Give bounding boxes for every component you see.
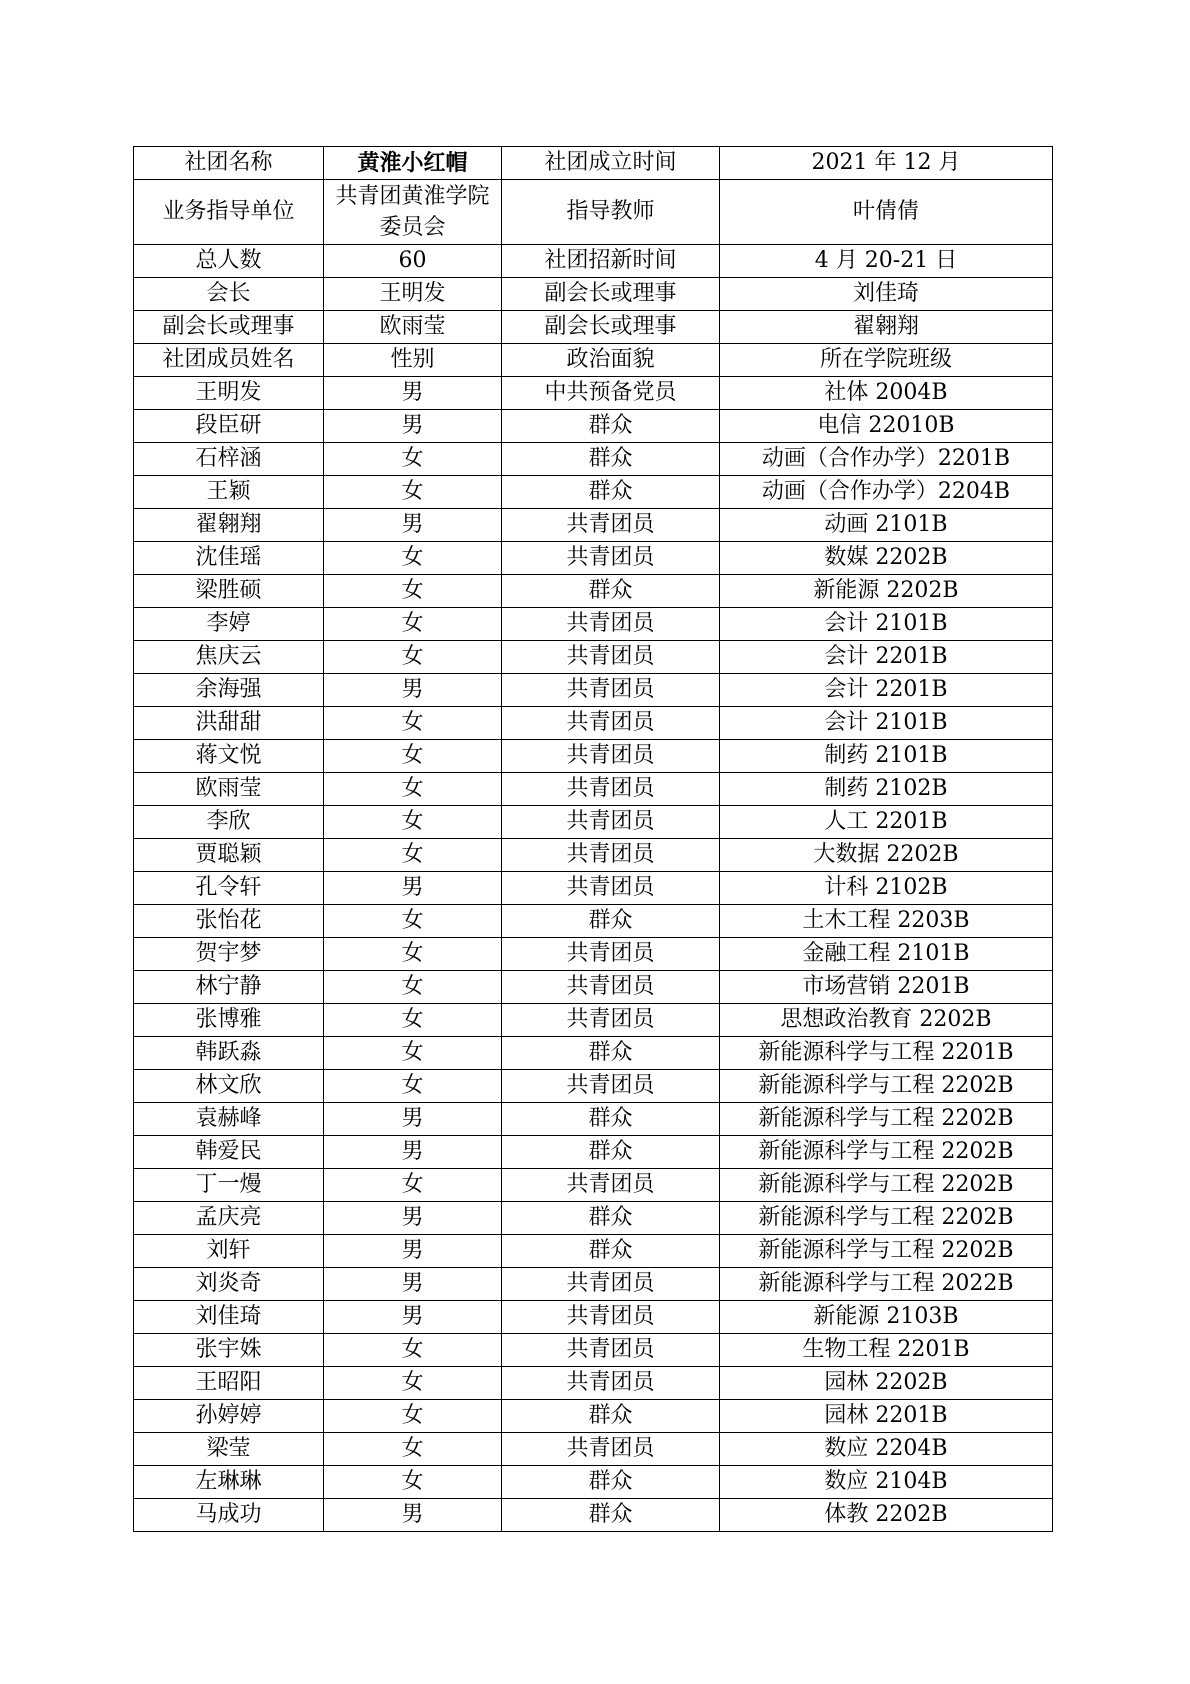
- info-row: [134, 180, 1053, 245]
- member-political-status-cell: 共青团员: [502, 1367, 720, 1400]
- member-college-class-cell: 社体 2004B: [720, 377, 1053, 410]
- member-gender-cell: 男: [324, 1202, 502, 1235]
- member-gender-cell: 女: [324, 806, 502, 839]
- member-gender-cell: 男: [324, 674, 502, 707]
- table-row: [134, 839, 1053, 872]
- member-gender-cell: 男: [324, 377, 502, 410]
- member-political-status-cell: 共青团员: [502, 509, 720, 542]
- info-row-cell-2: 共青团黄淮学院委员会: [324, 180, 502, 245]
- member-name-cell: 洪甜甜: [134, 707, 324, 740]
- member-college-class-cell: 新能源科学与工程 2202B: [720, 1202, 1053, 1235]
- member-political-status-cell: 群众: [502, 1136, 720, 1169]
- member-college-class-cell: 新能源 2202B: [720, 575, 1053, 608]
- table-row: [134, 1334, 1053, 1367]
- member-gender-cell: 女: [324, 740, 502, 773]
- member-gender-cell: 女: [324, 773, 502, 806]
- member-political-status-cell: 群众: [502, 476, 720, 509]
- member-college-class-cell: 大数据 2202B: [720, 839, 1053, 872]
- member-political-status-cell: 共青团员: [502, 1433, 720, 1466]
- info-row-cell-4: 2021 年 12 月: [720, 147, 1053, 180]
- member-name-cell: 左琳琳: [134, 1466, 324, 1499]
- member-name-cell: 余海强: [134, 674, 324, 707]
- member-gender-cell: 女: [324, 641, 502, 674]
- info-row-cell-3: 指导教师: [502, 180, 720, 245]
- member-political-status-cell: 群众: [502, 905, 720, 938]
- member-gender-cell: 男: [324, 1301, 502, 1334]
- member-political-status-cell: 共青团员: [502, 674, 720, 707]
- table-row: [134, 938, 1053, 971]
- member-name-cell: 翟翱翔: [134, 509, 324, 542]
- member-name-cell: 梁莹: [134, 1433, 324, 1466]
- table-row: [134, 509, 1053, 542]
- member-college-class-cell: 新能源科学与工程 2202B: [720, 1070, 1053, 1103]
- table-row: [134, 674, 1053, 707]
- member-political-status-cell: 共青团员: [502, 1268, 720, 1301]
- member-name-cell: 段臣研: [134, 410, 324, 443]
- member-gender-cell: 女: [324, 707, 502, 740]
- member-name-cell: 王颖: [134, 476, 324, 509]
- member-college-class-cell: 园林 2201B: [720, 1400, 1053, 1433]
- info-row-cell-4: 叶倩倩: [720, 180, 1053, 245]
- member-name-cell: 林文欣: [134, 1070, 324, 1103]
- member-college-class-cell: 数应 2204B: [720, 1433, 1053, 1466]
- member-gender-cell: 女: [324, 1169, 502, 1202]
- member-name-cell: 焦庆云: [134, 641, 324, 674]
- member-name-cell: 张宇姝: [134, 1334, 324, 1367]
- member-college-class-cell: 新能源科学与工程 2202B: [720, 1103, 1053, 1136]
- member-name-cell: 韩跃淼: [134, 1037, 324, 1070]
- member-name-cell: 孔令轩: [134, 872, 324, 905]
- table-row: [134, 1202, 1053, 1235]
- member-political-status-cell: 群众: [502, 575, 720, 608]
- member-name-cell: 李婷: [134, 608, 324, 641]
- table-row: [134, 641, 1053, 674]
- member-college-class-cell: 市场营销 2201B: [720, 971, 1053, 1004]
- member-political-status-cell: 群众: [502, 1037, 720, 1070]
- member-political-status-cell: 共青团员: [502, 1169, 720, 1202]
- member-gender-cell: 女: [324, 905, 502, 938]
- info-row-cell-3: 社团成立时间: [502, 147, 720, 180]
- member-college-class-cell: 新能源科学与工程 2022B: [720, 1268, 1053, 1301]
- member-political-status-cell: 群众: [502, 1235, 720, 1268]
- info-row-cell-2: 60: [324, 245, 502, 278]
- member-political-status-cell: 群众: [502, 1103, 720, 1136]
- member-college-class-cell: 动画（合作办学）2204B: [720, 476, 1053, 509]
- table-row: [134, 1136, 1053, 1169]
- info-row-cell-1: 会长: [134, 278, 324, 311]
- table-row: [134, 773, 1053, 806]
- member-name-cell: 沈佳瑶: [134, 542, 324, 575]
- table-row: [134, 1367, 1053, 1400]
- member-college-class-cell: 土木工程 2203B: [720, 905, 1053, 938]
- member-college-class-cell: 新能源科学与工程 2202B: [720, 1235, 1053, 1268]
- info-row-cell-2: 王明发: [324, 278, 502, 311]
- member-college-class-cell: 数应 2104B: [720, 1466, 1053, 1499]
- member-gender-cell: 女: [324, 839, 502, 872]
- member-name-cell: 贾聪颖: [134, 839, 324, 872]
- table-row: [134, 1235, 1053, 1268]
- member-name-cell: 林宁静: [134, 971, 324, 1004]
- member-college-class-cell: 数媒 2202B: [720, 542, 1053, 575]
- member-political-status-cell: 共青团员: [502, 773, 720, 806]
- member-political-status-cell: 中共预备党员: [502, 377, 720, 410]
- table-row: [134, 1070, 1053, 1103]
- member-gender-cell: 男: [324, 1499, 502, 1532]
- table-row: [134, 410, 1053, 443]
- member-name-cell: 石梓涵: [134, 443, 324, 476]
- info-row-cell-3: 副会长或理事: [502, 278, 720, 311]
- member-political-status-cell: 群众: [502, 410, 720, 443]
- member-college-class-cell: 园林 2202B: [720, 1367, 1053, 1400]
- member-header-row-cell-4: 所在学院班级: [720, 344, 1053, 377]
- member-name-cell: 蒋文悦: [134, 740, 324, 773]
- member-college-class-cell: 新能源科学与工程 2202B: [720, 1169, 1053, 1202]
- info-row-cell-3: 副会长或理事: [502, 311, 720, 344]
- member-gender-cell: 女: [324, 1004, 502, 1037]
- table-row: [134, 1433, 1053, 1466]
- member-political-status-cell: 共青团员: [502, 1004, 720, 1037]
- member-college-class-cell: 新能源科学与工程 2202B: [720, 1136, 1053, 1169]
- member-gender-cell: 男: [324, 1103, 502, 1136]
- table-row: [134, 476, 1053, 509]
- member-name-cell: 刘炎奇: [134, 1268, 324, 1301]
- member-gender-cell: 女: [324, 1367, 502, 1400]
- member-political-status-cell: 共青团员: [502, 1334, 720, 1367]
- member-gender-cell: 女: [324, 542, 502, 575]
- info-row-cell-3: 社团招新时间: [502, 245, 720, 278]
- table-row: [134, 1169, 1053, 1202]
- member-political-status-cell: 共青团员: [502, 641, 720, 674]
- table-row: [134, 443, 1053, 476]
- member-gender-cell: 女: [324, 971, 502, 1004]
- member-college-class-cell: 会计 2101B: [720, 707, 1053, 740]
- member-college-class-cell: 动画 2101B: [720, 509, 1053, 542]
- info-row: [134, 278, 1053, 311]
- member-college-class-cell: 会计 2201B: [720, 641, 1053, 674]
- member-political-status-cell: 群众: [502, 1499, 720, 1532]
- member-college-class-cell: 新能源 2103B: [720, 1301, 1053, 1334]
- info-row-cell-1: 业务指导单位: [134, 180, 324, 245]
- info-row-cell-4: 刘佳琦: [720, 278, 1053, 311]
- member-gender-cell: 女: [324, 608, 502, 641]
- member-gender-cell: 女: [324, 1070, 502, 1103]
- member-political-status-cell: 群众: [502, 1400, 720, 1433]
- member-political-status-cell: 群众: [502, 443, 720, 476]
- member-name-cell: 张怡花: [134, 905, 324, 938]
- member-name-cell: 张博雅: [134, 1004, 324, 1037]
- table-row: [134, 542, 1053, 575]
- table-row: [134, 1400, 1053, 1433]
- member-gender-cell: 男: [324, 1136, 502, 1169]
- member-header-row: [134, 344, 1053, 377]
- table-row: [134, 1103, 1053, 1136]
- member-roster-table: [133, 146, 1053, 1532]
- member-political-status-cell: 共青团员: [502, 839, 720, 872]
- member-college-class-cell: 动画（合作办学）2201B: [720, 443, 1053, 476]
- member-name-cell: 梁胜硕: [134, 575, 324, 608]
- member-gender-cell: 女: [324, 1466, 502, 1499]
- member-college-class-cell: 计科 2102B: [720, 872, 1053, 905]
- member-college-class-cell: 新能源科学与工程 2201B: [720, 1037, 1053, 1070]
- member-name-cell: 欧雨莹: [134, 773, 324, 806]
- member-header-row-cell-1: 社团成员姓名: [134, 344, 324, 377]
- member-name-cell: 韩爱民: [134, 1136, 324, 1169]
- info-row-cell-1: 社团名称: [134, 147, 324, 180]
- member-political-status-cell: 共青团员: [502, 938, 720, 971]
- info-row: [134, 147, 1053, 180]
- member-political-status-cell: 共青团员: [502, 1301, 720, 1334]
- member-name-cell: 孟庆亮: [134, 1202, 324, 1235]
- table-row: [134, 707, 1053, 740]
- member-gender-cell: 女: [324, 476, 502, 509]
- member-college-class-cell: 制药 2102B: [720, 773, 1053, 806]
- member-name-cell: 马成功: [134, 1499, 324, 1532]
- member-gender-cell: 女: [324, 1400, 502, 1433]
- member-header-row-cell-2: 性别: [324, 344, 502, 377]
- table-row: [134, 575, 1053, 608]
- member-gender-cell: 女: [324, 938, 502, 971]
- info-row-cell-4: 4 月 20-21 日: [720, 245, 1053, 278]
- member-political-status-cell: 群众: [502, 1466, 720, 1499]
- member-political-status-cell: 共青团员: [502, 740, 720, 773]
- info-row-cell-1: 总人数: [134, 245, 324, 278]
- member-political-status-cell: 群众: [502, 1202, 720, 1235]
- info-row-cell-2: 黄淮小红帽: [324, 147, 502, 180]
- member-name-cell: 贺宇梦: [134, 938, 324, 971]
- member-political-status-cell: 共青团员: [502, 608, 720, 641]
- table-row: [134, 1499, 1053, 1532]
- member-gender-cell: 女: [324, 443, 502, 476]
- member-political-status-cell: 共青团员: [502, 1070, 720, 1103]
- table-row: [134, 1268, 1053, 1301]
- member-college-class-cell: 人工 2201B: [720, 806, 1053, 839]
- member-name-cell: 刘轩: [134, 1235, 324, 1268]
- member-gender-cell: 男: [324, 1268, 502, 1301]
- member-name-cell: 王明发: [134, 377, 324, 410]
- member-college-class-cell: 制药 2101B: [720, 740, 1053, 773]
- info-row-cell-2: 欧雨莹: [324, 311, 502, 344]
- member-political-status-cell: 共青团员: [502, 542, 720, 575]
- member-college-class-cell: 体教 2202B: [720, 1499, 1053, 1532]
- member-name-cell: 孙婷婷: [134, 1400, 324, 1433]
- member-gender-cell: 男: [324, 1235, 502, 1268]
- table-row: [134, 971, 1053, 1004]
- member-gender-cell: 女: [324, 575, 502, 608]
- member-name-cell: 丁一熳: [134, 1169, 324, 1202]
- table-body: [134, 147, 1053, 1532]
- member-name-cell: 李欣: [134, 806, 324, 839]
- info-row: [134, 245, 1053, 278]
- member-gender-cell: 女: [324, 1037, 502, 1070]
- member-college-class-cell: 电信 22010B: [720, 410, 1053, 443]
- member-gender-cell: 女: [324, 1433, 502, 1466]
- table-row: [134, 1301, 1053, 1334]
- member-header-row-cell-3: 政治面貌: [502, 344, 720, 377]
- member-college-class-cell: 会计 2201B: [720, 674, 1053, 707]
- member-gender-cell: 女: [324, 1334, 502, 1367]
- table-row: [134, 740, 1053, 773]
- member-name-cell: 刘佳琦: [134, 1301, 324, 1334]
- table-row: [134, 806, 1053, 839]
- table-row: [134, 377, 1053, 410]
- member-college-class-cell: 金融工程 2101B: [720, 938, 1053, 971]
- table-row: [134, 1466, 1053, 1499]
- member-college-class-cell: 生物工程 2201B: [720, 1334, 1053, 1367]
- table-row: [134, 905, 1053, 938]
- member-college-class-cell: 思想政治教育 2202B: [720, 1004, 1053, 1037]
- info-row: [134, 311, 1053, 344]
- member-political-status-cell: 共青团员: [502, 971, 720, 1004]
- info-row-cell-1: 副会长或理事: [134, 311, 324, 344]
- table-row: [134, 1037, 1053, 1070]
- member-political-status-cell: 共青团员: [502, 806, 720, 839]
- member-political-status-cell: 共青团员: [502, 707, 720, 740]
- member-college-class-cell: 会计 2101B: [720, 608, 1053, 641]
- table-row: [134, 1004, 1053, 1037]
- member-name-cell: 袁赫峰: [134, 1103, 324, 1136]
- member-name-cell: 王昭阳: [134, 1367, 324, 1400]
- member-gender-cell: 男: [324, 410, 502, 443]
- member-political-status-cell: 共青团员: [502, 872, 720, 905]
- table-row: [134, 608, 1053, 641]
- member-gender-cell: 男: [324, 509, 502, 542]
- info-row-cell-4: 翟翱翔: [720, 311, 1053, 344]
- member-gender-cell: 男: [324, 872, 502, 905]
- table-row: [134, 872, 1053, 905]
